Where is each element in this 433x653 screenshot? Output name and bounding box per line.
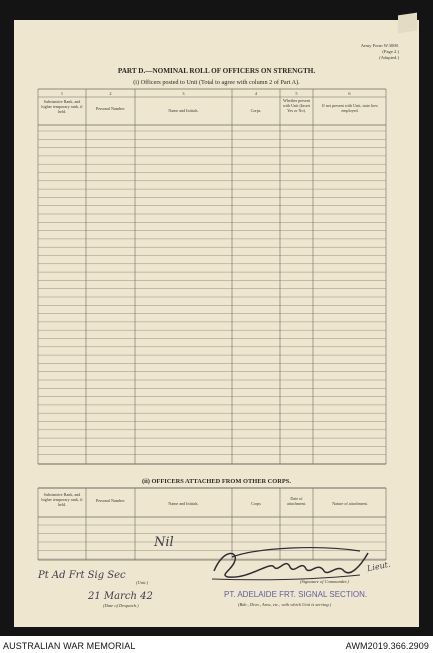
signature-rank: Lieut.	[366, 559, 392, 574]
header-nature-of-attachment: Nature of attachment.	[332, 501, 368, 506]
unit-label: (Unit.)	[136, 580, 149, 585]
header-rank: Substantive Rank, and higher temporary rank, if held.	[41, 99, 83, 114]
header-name: Name and Initials.	[168, 108, 199, 113]
unit-stamp: PT. ADELAIDE FRT. SIGNAL SECTION.	[224, 590, 368, 599]
header-rank: Substantive Rank, and higher temporary rank, if held.	[41, 492, 83, 507]
date-value: 21 March 42	[88, 591, 153, 602]
archive-reference: AWM2019.366.2909	[345, 641, 429, 651]
header-present: Whether present with Unit (Insert Yes or No).	[282, 98, 311, 113]
header-personal-number: Personal Number.	[95, 498, 126, 503]
section1-title: (i) Officers posted to Unit (Total to agree with column 2 of Part A).	[133, 79, 300, 86]
signature	[210, 541, 380, 585]
header-corps: Corps	[251, 501, 261, 506]
column-number: 5	[295, 91, 298, 96]
form-adapted-note: (Adapted.)	[379, 55, 399, 60]
unit-value: Pt Ad Frt Sig Sec	[38, 570, 126, 581]
header-date-of-attachment: Date of attachment.	[287, 496, 306, 506]
nil-mark: Nil	[154, 535, 174, 550]
header-employment: If not present with Unit, state how employed.	[321, 103, 379, 113]
header-name: Name and Initials.	[168, 501, 199, 506]
column-number: 3	[182, 91, 185, 96]
column-number: 2	[109, 91, 112, 96]
column-number: 6	[348, 91, 351, 96]
archive-caption: AUSTRALIAN WAR MEMORIAL	[3, 641, 136, 651]
formation-label: (Bde., Divn., Area, etc., with which Unit is serving.)	[238, 602, 332, 607]
signature-label: (Signature of Commander.)	[300, 579, 349, 584]
form-page-number: (Page 2.)	[382, 49, 399, 54]
form-number: Army Form W.3008.	[360, 43, 399, 48]
column-number: 1	[60, 91, 64, 96]
header-corps: Corps.	[250, 108, 262, 113]
officers-posted-table	[38, 89, 386, 464]
section2-title: (ii) OFFICERS ATTACHED FROM OTHER CORPS.	[142, 478, 291, 485]
column-number: 4	[254, 91, 258, 96]
part-title: PART D.—NOMINAL ROLL OF OFFICERS ON STRENGTH.	[117, 67, 316, 75]
header-personal-number: Personal Number.	[95, 106, 126, 111]
date-label: (Date of Despatch.)	[103, 603, 139, 608]
